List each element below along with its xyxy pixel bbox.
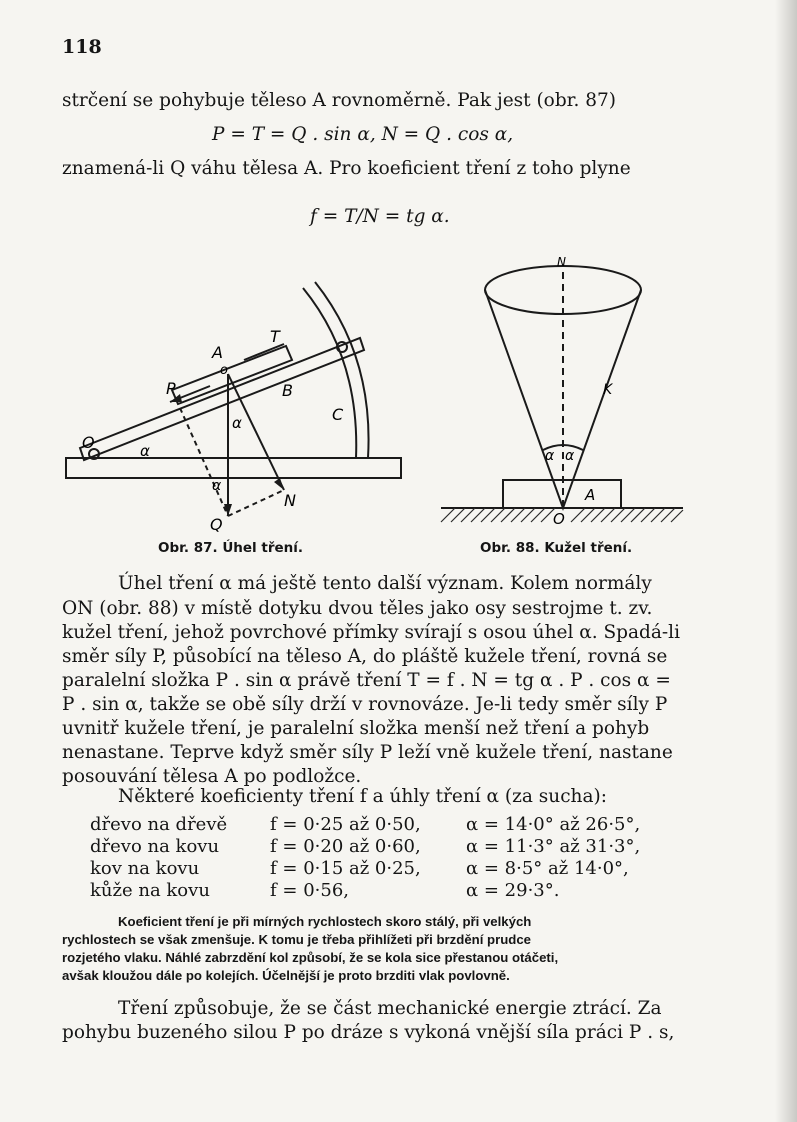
fig88-label-alpha-1: α bbox=[545, 448, 555, 464]
table-row-f: f = 0·15 až 0·25, bbox=[270, 858, 421, 879]
text-line-1: strčení se pohybuje těleso A rovnoměrně. Pak jest (obr. 87) bbox=[62, 90, 616, 111]
fig87-label-alpha-1: α bbox=[232, 414, 242, 432]
table-row-material: kůže na kovu bbox=[90, 880, 210, 901]
paragraph-line-7: uvnitř kužele tření, je paralelní složka menší než tření a pohyb bbox=[62, 718, 650, 739]
table-row-alpha: α = 8·5° až 14·0°, bbox=[466, 858, 629, 879]
paragraph-line-5: paralelní složka P . sin α právě tření T = f . N = tg α . P . cos α = bbox=[62, 670, 671, 691]
table-row-f: f = 0·56, bbox=[270, 880, 349, 901]
bottom-line-1: Tření způsobuje, že se část mechanické energie ztrácí. Za bbox=[118, 998, 662, 1019]
table-row-alpha: α = 14·0° až 26·5°, bbox=[466, 814, 641, 835]
equation-friction-coefficient: f = T/N = tg α. bbox=[310, 206, 450, 227]
table-row-alpha: α = 11·3° až 31·3°, bbox=[466, 836, 641, 857]
table-row-material: dřevo na kovu bbox=[90, 836, 220, 857]
note-line-2: rychlostech se však zmenšuje. K tomu je třeba přihlížeti při brzdění prudce bbox=[62, 932, 532, 947]
fig87-label-A: A bbox=[212, 343, 223, 362]
fig87-label-B: B bbox=[282, 381, 293, 400]
figure-88-friction-cone bbox=[435, 250, 690, 530]
figure-87-friction-angle bbox=[60, 278, 420, 540]
fig88-label-O: O bbox=[553, 510, 565, 528]
table-row-f: f = 0·25 až 0·50, bbox=[270, 814, 421, 835]
table-row-material: dřevo na dřevě bbox=[90, 814, 228, 835]
fig87-label-O: O bbox=[82, 433, 95, 452]
fig88-label-A: A bbox=[585, 486, 596, 504]
paragraph-line-1: Úhel tření α má ještě tento další význam. Kolem normály bbox=[118, 573, 652, 594]
fig87-label-N: N bbox=[284, 491, 296, 510]
figure-87-caption: Obr. 87. Úhel tření. bbox=[158, 540, 304, 556]
bottom-line-2: pohybu buzeného silou P po dráze s vykoná vnější síla práci P . s, bbox=[62, 1022, 675, 1043]
note-line-1: Koeficient tření je při mírných rychlostech skoro stálý, při velkých bbox=[118, 914, 532, 929]
fig88-label-N: N bbox=[557, 255, 566, 269]
page-edge-shadow bbox=[775, 0, 797, 1122]
fig87-label-C: C bbox=[332, 405, 344, 424]
page-number: 118 bbox=[62, 36, 102, 58]
note-line-4: avšak kloužou dále po kolejích. Účelnější je proto brzditi vlak povlovně. bbox=[62, 968, 510, 983]
fig87-label-T: T bbox=[270, 327, 280, 346]
paragraph-line-2: ON (obr. 88) v místě dotyku dvou těles jako osy sestrojme t. zv. bbox=[62, 598, 653, 619]
fig87-label-Q: Q bbox=[210, 515, 223, 534]
fig87-label-o: o bbox=[220, 363, 228, 378]
table-row-f: f = 0·20 až 0·60, bbox=[270, 836, 421, 857]
paragraph-line-4: směr síly P, působící na těleso A, do pláště kužele tření, rovná se bbox=[62, 646, 668, 667]
paragraph-line-6: P . sin α, takže se obě síly drží v rovnováze. Je-li tedy směr síly P bbox=[62, 694, 668, 715]
fig88-label-K: K bbox=[603, 382, 613, 398]
text-line-2: znamená-li Q váhu tělesa A. Pro koeficient tření z toho plyne bbox=[62, 158, 631, 179]
table-heading: Některé koeficienty tření f a úhly tření α (za sucha): bbox=[118, 786, 607, 807]
fig87-label-P: P bbox=[166, 379, 176, 398]
table-row-material: kov na kovu bbox=[90, 858, 200, 879]
paragraph-line-9: posouvání tělesa A po podložce. bbox=[62, 766, 362, 787]
paragraph-line-8: nenastane. Teprve když směr síly P leží vně kužele tření, nastane bbox=[62, 742, 673, 763]
equation-forces: P = T = Q . sin α, N = Q . cos α, bbox=[212, 124, 514, 145]
figure-88-caption: Obr. 88. Kužel tření. bbox=[480, 540, 633, 556]
fig88-label-alpha-2: α bbox=[565, 448, 575, 464]
table-row-alpha: α = 29·3°. bbox=[466, 880, 560, 901]
fig87-label-alpha-2: α bbox=[140, 442, 150, 460]
fig87-label-alpha-3: α bbox=[212, 478, 222, 494]
note-line-3: rozjetého vlaku. Náhlé zabrzdění kol způsobí, že se kola sice přestanou otáčeti, bbox=[62, 950, 559, 965]
paragraph-line-3: kužel tření, jehož povrchové přímky svírají s osou úhel α. Spadá-li bbox=[62, 622, 680, 643]
